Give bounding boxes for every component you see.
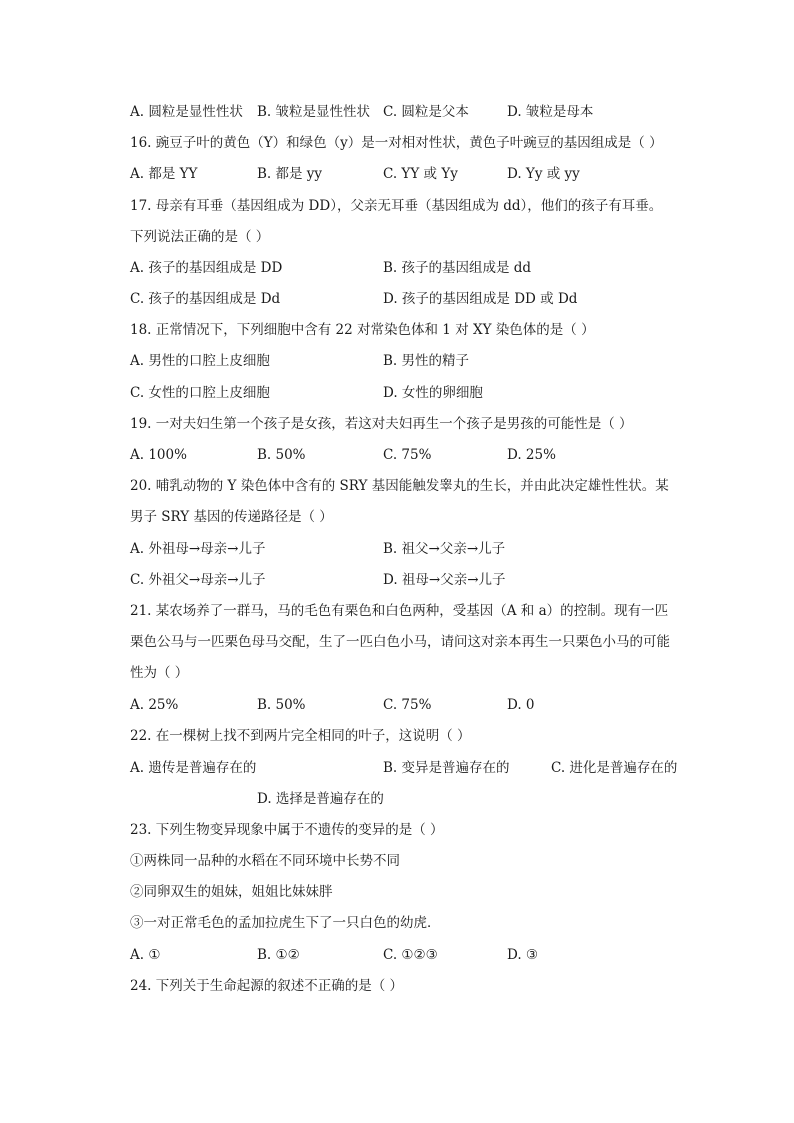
q16-option-d: D. Yy 或 yy bbox=[507, 166, 580, 182]
q15-option-c: C. 圆粒是父本 bbox=[383, 104, 469, 120]
q19-option-c: C. 75% bbox=[383, 447, 432, 463]
q20-option-d: D. 祖母→父亲→儿子 bbox=[383, 572, 506, 588]
q18-option-d: D. 女性的卵细胞 bbox=[383, 385, 483, 401]
q20-stem-line2: 男子 SRY 基因的传递路径是（ ） bbox=[130, 509, 333, 525]
q21-stem-line3: 性为（ ） bbox=[130, 665, 189, 681]
q22-option-a: A. 遗传是普遍存在的 bbox=[130, 760, 257, 776]
q20-option-c: C. 外祖父→母亲→儿子 bbox=[130, 572, 266, 588]
q17-option-d: D. 孩子的基因组成是 DD 或 Dd bbox=[383, 291, 578, 307]
q19-stem: 19. 一对夫妇生第一个孩子是女孩，若这对夫妇再生一个孩子是男孩的可能性是（ ） bbox=[130, 416, 633, 432]
q18-option-a: A. 男性的口腔上皮细胞 bbox=[130, 353, 270, 369]
q16-option-a: A. 都是 YY bbox=[130, 166, 198, 182]
q17-option-c: C. 孩子的基因组成是 Dd bbox=[130, 291, 281, 307]
q23-stem: 23. 下列生物变异现象中属于不遗传的变异的是（ ） bbox=[130, 822, 444, 838]
q15-option-b: B. 皱粒是显性性状 bbox=[257, 104, 371, 120]
q23-statement-2: ②同卵双生的姐妹，姐姐比妹妹胖 bbox=[130, 884, 333, 900]
q21-stem-line1: 21. 某农场养了一群马，马的毛色有栗色和白色两种，受基因（A 和 a）的控制。现有一匹 bbox=[130, 603, 669, 619]
q24-stem: 24. 下列关于生命起源的叙述不正确的是（ ） bbox=[130, 978, 404, 994]
q21-option-c: C. 75% bbox=[383, 697, 432, 713]
q19-option-d: D. 25% bbox=[507, 447, 556, 463]
q23-statement-1: ①两株同一品种的水稻在不同环境中长势不同 bbox=[130, 853, 400, 869]
q22-option-b: B. 变异是普遍存在的 bbox=[383, 760, 510, 776]
q17-option-b: B. 孩子的基因组成是 dd bbox=[383, 260, 532, 276]
q23-option-b: B. ①② bbox=[257, 947, 300, 963]
q16-option-b: B. 都是 yy bbox=[257, 166, 323, 182]
q22-option-d: D. 选择是普遍存在的 bbox=[257, 791, 384, 807]
q18-option-b: B. 男性的精子 bbox=[383, 353, 470, 369]
q19-option-b: B. 50% bbox=[257, 447, 306, 463]
q20-option-b: B. 祖父→父亲→儿子 bbox=[383, 541, 506, 557]
q18-stem: 18. 正常情况下，下列细胞中含有 22 对常染色体和 1 对 XY 染色体的是（ ） bbox=[130, 322, 595, 338]
q18-option-c: C. 女性的口腔上皮细胞 bbox=[130, 385, 270, 401]
q20-stem-line1: 20. 哺乳动物的 Y 染色体中含有的 SRY 基因能触发睾丸的生长，并由此决定雄性性状。某 bbox=[130, 478, 669, 494]
q21-option-a: A. 25% bbox=[130, 697, 179, 713]
q22-stem: 22. 在一棵树上找不到两片完全相同的叶子，这说明（ ） bbox=[130, 728, 471, 744]
q23-statement-3: ③一对正常毛色的孟加拉虎生下了一只白色的幼虎． bbox=[130, 915, 441, 931]
q23-option-a: A. ① bbox=[130, 947, 161, 963]
q21-stem-line2: 栗色公马与一匹栗色母马交配，生了一匹白色小马，请问这对亲本再生一只栗色小马的可能 bbox=[130, 634, 670, 650]
q16-option-c: C. YY 或 Yy bbox=[383, 166, 458, 182]
q21-option-d: D. 0 bbox=[507, 697, 535, 713]
q22-option-c: C. 进化是普遍存在的 bbox=[551, 760, 678, 776]
q23-option-c: C. ①②③ bbox=[383, 947, 438, 963]
q16-stem: 16. 豌豆子叶的黄色（Y）和绿色（y）是一对相对性状，黄色子叶豌豆的基因组成是（ ） bbox=[130, 135, 663, 151]
q17-stem-line1: 17. 母亲有耳垂（基因组成为 DD），父亲无耳垂（基因组成为 dd），他们的孩子有耳垂。 bbox=[130, 198, 663, 214]
q17-stem-line2: 下列说法正确的是（ ） bbox=[130, 229, 270, 245]
q17-option-a: A. 孩子的基因组成是 DD bbox=[130, 260, 283, 276]
q21-option-b: B. 50% bbox=[257, 697, 306, 713]
q15-option-a: A. 圆粒是显性性状 bbox=[130, 104, 243, 120]
q20-option-a: A. 外祖母→母亲→儿子 bbox=[130, 541, 266, 557]
q23-option-d: D. ③ bbox=[507, 947, 539, 963]
q19-option-a: A. 100% bbox=[130, 447, 187, 463]
q15-option-d: D. 皱粒是母本 bbox=[507, 104, 594, 120]
